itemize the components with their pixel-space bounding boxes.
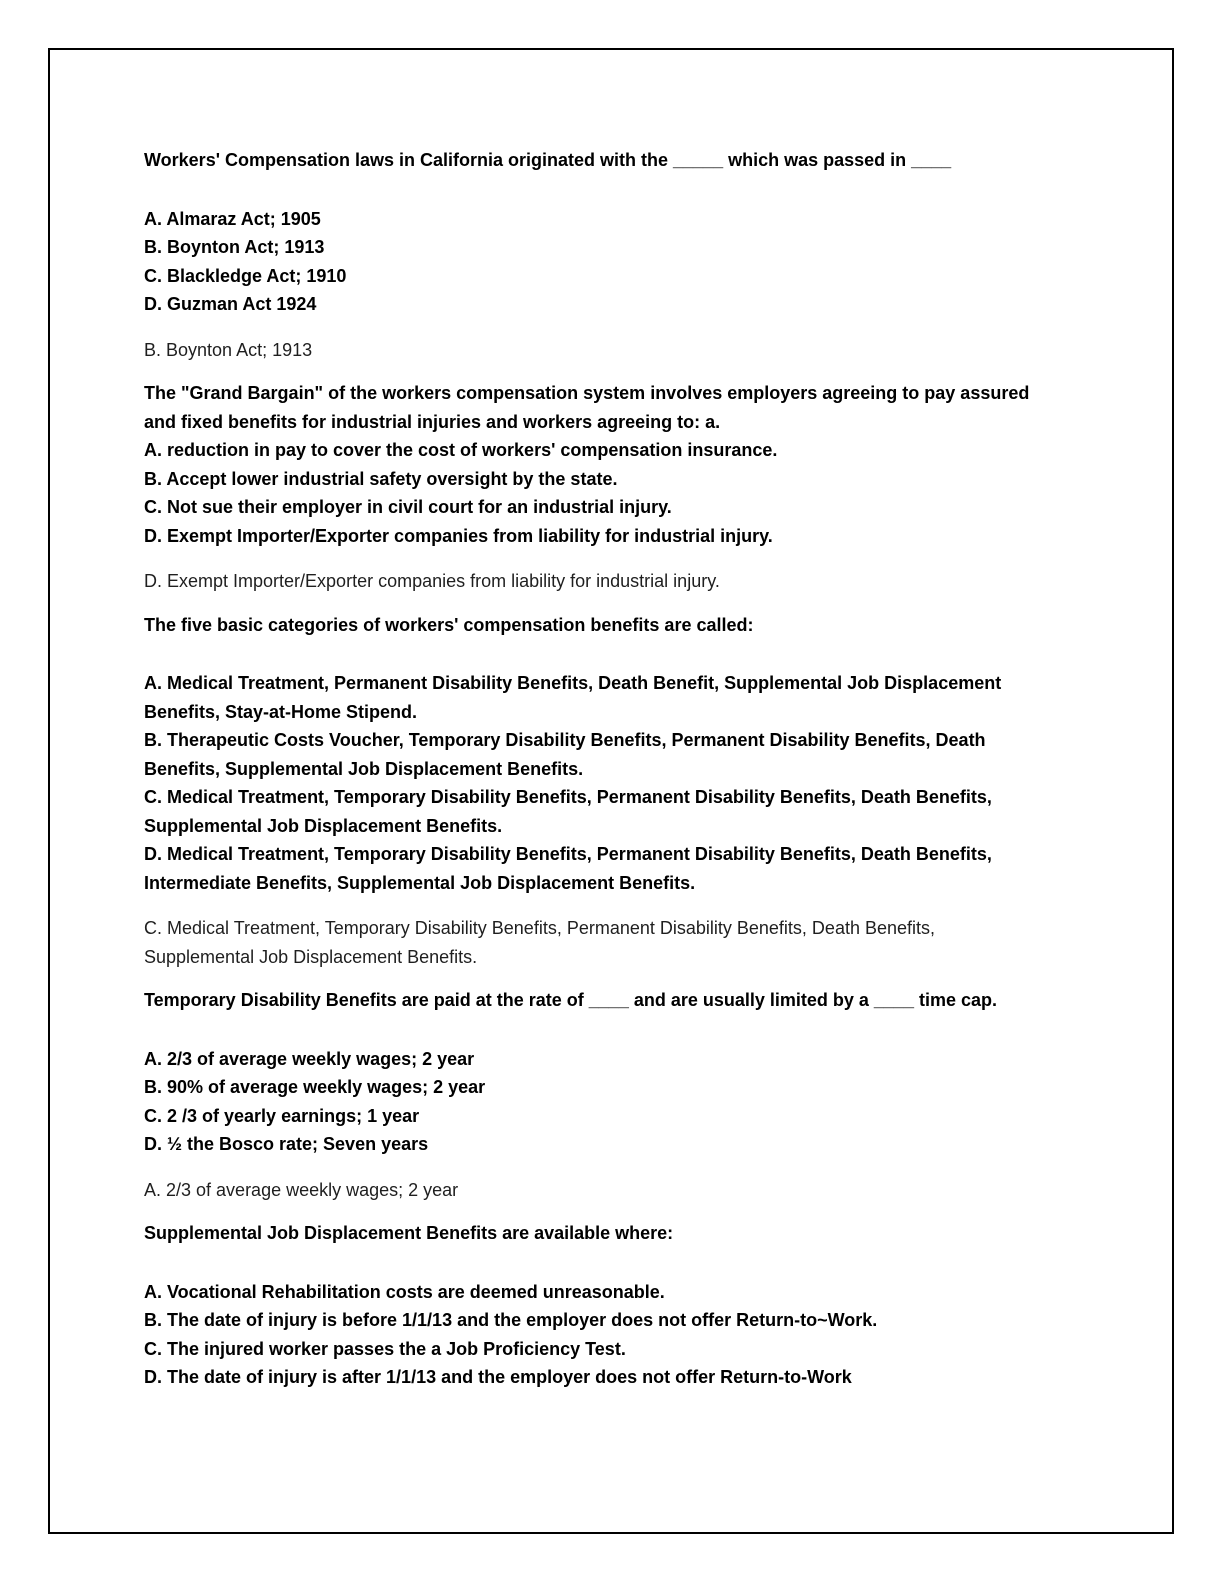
question-block <box>144 379 1139 436</box>
option-line: A. reduction in pay to cover the cost of workers' compensation insurance. <box>144 440 778 460</box>
options-block <box>144 436 1139 550</box>
answer-text: D. Exempt Importer/Exporter companies from liability for industrial injury. <box>144 571 720 591</box>
answer-block <box>144 336 1139 365</box>
answer-block <box>144 567 1139 596</box>
option-line: B. The date of injury is before 1/1/13 and the employer does not offer Return-to~Work. <box>144 1310 878 1330</box>
question-text: Workers' Compensation laws in California originated with the _____ which was passed in ____ <box>144 150 952 170</box>
answer-block <box>144 914 1139 971</box>
option-line: B. Boynton Act; 1913 <box>144 237 325 257</box>
answer-text: C. Medical Treatment, Temporary Disability Benefits, Permanent Disability Benefits, Death Benefits, <box>144 918 936 938</box>
question-text: The "Grand Bargain" of the workers compensation system involves employers agreeing to pay assured <box>144 383 1030 403</box>
option-line: Benefits, Stay-at-Home Stipend. <box>144 701 418 722</box>
option-line: C. Medical Treatment, Temporary Disability Benefits, Permanent Disability Benefits, Death Benefits, <box>144 787 992 807</box>
option-line: B. 90% of average weekly wages; 2 year <box>144 1077 486 1097</box>
question-text: and fixed benefits for industrial injuries and workers agreeing to: a. <box>144 411 721 432</box>
quiz-document <box>144 146 1139 1409</box>
question-block <box>144 986 1139 1015</box>
options-block <box>144 1045 1139 1159</box>
options-block <box>144 1278 1139 1392</box>
option-line: A. Vocational Rehabilitation costs are deemed unreasonable. <box>144 1281 665 1302</box>
question-text: Supplemental Job Displacement Benefits are available where: <box>144 1223 674 1243</box>
option-line: A. Almaraz Act; 1905 <box>144 208 321 229</box>
option-line: Supplemental Job Displacement Benefits. <box>144 815 503 836</box>
option-line: A. Medical Treatment, Permanent Disability Benefits, Death Benefit, Supplemental Job Displacement <box>144 673 1002 693</box>
question-block <box>144 1219 1139 1248</box>
answer-block <box>144 1176 1139 1205</box>
option-line: D. Guzman Act 1924 <box>144 294 317 314</box>
option-line: A. 2/3 of average weekly wages; 2 year <box>144 1048 475 1069</box>
answer-text: Supplemental Job Displacement Benefits. <box>144 946 478 967</box>
option-line: D. ½ the Bosco rate; Seven years <box>144 1134 429 1154</box>
options-block <box>144 205 1139 319</box>
answer-text: A. 2/3 of average weekly wages; 2 year <box>144 1179 459 1200</box>
option-line: C. The injured worker passes the a Job Proficiency Test. <box>144 1338 626 1359</box>
option-line: D. Exempt Importer/Exporter companies from liability for industrial injury. <box>144 525 773 546</box>
option-line: C. Not sue their employer in civil court for an industrial injury. <box>144 497 672 517</box>
option-line: B. Therapeutic Costs Voucher, Temporary Disability Benefits, Permanent Disability Benefits, Death <box>144 730 986 750</box>
option-line: C. 2 /3 of yearly earnings; 1 year <box>144 1105 420 1126</box>
option-line: Benefits, Supplemental Job Displacement Benefits. <box>144 758 584 779</box>
option-line: D. Medical Treatment, Temporary Disability Benefits, Permanent Disability Benefits, Death Benefits, <box>144 844 992 864</box>
question-text: The five basic categories of workers' compensation benefits are called: <box>144 614 754 635</box>
option-line: C. Blackledge Act; 1910 <box>144 265 347 286</box>
answer-text: B. Boynton Act; 1913 <box>144 339 313 360</box>
question-block <box>144 611 1139 640</box>
option-line: D. The date of injury is after 1/1/13 and the employer does not offer Return-to-Work <box>144 1367 852 1387</box>
question-block <box>144 146 1139 175</box>
options-block <box>144 669 1139 897</box>
option-line: B. Accept lower industrial safety oversight by the state. <box>144 468 618 489</box>
question-text: Temporary Disability Benefits are paid at the rate of ____ and are usually limited by a ____ time cap. <box>144 990 997 1010</box>
option-line: Intermediate Benefits, Supplemental Job Displacement Benefits. <box>144 872 696 893</box>
